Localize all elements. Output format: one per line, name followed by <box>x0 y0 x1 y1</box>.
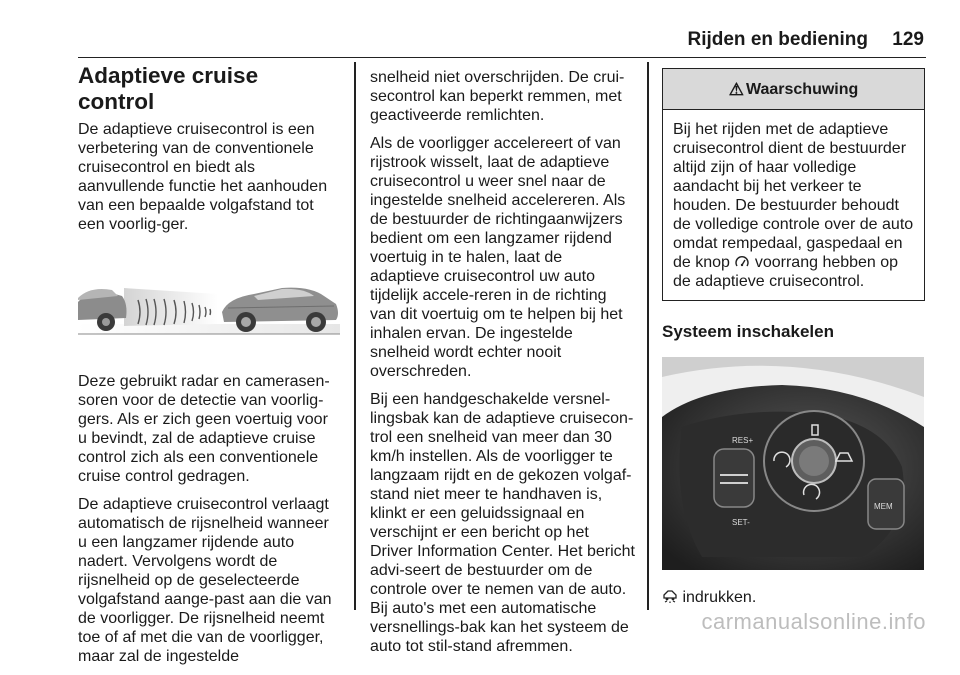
paragraph: De adaptieve cruisecontrol verlaagt automatisch de rijsnelheid wanneer u een langzamer rijdende auto nadert. Vervolgens wordt de rijsnelheid op de geselecteerde volgafstand aange-past aan die van de voorligger. De rijsnelheid neemt toe of af met die van de voorligger, maar zal de ingestelde <box>78 496 332 665</box>
adaptive-cruise-control-icon <box>662 590 678 604</box>
press-text: indrukken. <box>682 589 757 606</box>
paragraph: snelheid niet overschrijden. De crui-secontrol kan beperkt remmen, met geactiveerde remlichten. <box>370 69 625 124</box>
warning-header <box>663 69 924 110</box>
warning-text: Bij het rijden met de adaptieve cruisecontrol dient de bestuurder altijd zijn of haar volledige aandacht bij het verkeer te houden. De bestuurder behoudt de volledige controle over de auto omdat rempedaal, gaspedaal en de knop <box>673 121 914 271</box>
paragraph: De adaptieve cruisecontrol is een verbetering van de conventionele cruisecontrol en biedt als aanvullende functie het aanhouden van een bepaalde volgafstand tot een voorlig-ger. <box>78 121 328 233</box>
warning-box <box>662 68 925 301</box>
res-label: RES+ <box>732 436 754 445</box>
set-label: SET- <box>732 518 750 527</box>
warning-text: voorrang hebben op de adaptieve cruisecontrol. <box>673 254 899 290</box>
page-number: 129 <box>892 29 924 50</box>
warning-body <box>663 110 924 300</box>
page-header <box>78 24 926 58</box>
mem-label: MEM <box>874 502 893 511</box>
page-title: Adaptieve cruise control <box>78 63 259 114</box>
paragraph: Bij een handgeschakelde versnel-lingsbak kan de adaptieve cruisecon-trol een snelheid van meer dan 30 km/h instellen. Als de voorligger te langzaam rijdt en de gekozen volgaf-stand niet meer te handhaven is, klinkt er een geluidssignaal en verschijnt er een bericht op het Driver Information Center. Het bericht advi-seert de bestuurder om de controle over te nemen van de auto. Bij auto's met een automatische versnellings-bak kan het systeem de auto tot stil-stand afremmen. <box>370 391 635 655</box>
column-divider <box>647 62 649 610</box>
column-1 <box>78 63 340 675</box>
header-rule <box>78 57 926 59</box>
column-divider <box>354 62 356 610</box>
steering-wheel-controls-illustration <box>662 357 924 570</box>
cruise-control-icon <box>734 255 750 269</box>
press-instruction <box>662 588 924 607</box>
paragraph: Deze gebruikt radar en camerasen-soren voor de detectie van voorlig-gers. Als er zich geen voertuig voor u bevindt, zal de adaptieve cruise control zich als een conventionele cruise control gedragen. <box>78 373 330 485</box>
warning-title: Waarschuwing <box>745 80 859 98</box>
column-2 <box>370 68 635 665</box>
warning-triangle-icon: ⚠ <box>728 79 744 99</box>
watermark: carmanualsonline.info <box>701 609 926 634</box>
section-title: Rijden en bediening <box>687 29 868 50</box>
subheading: Systeem inschakelen <box>662 322 834 341</box>
column-3 <box>662 68 924 616</box>
paragraph: Als de voorligger accelereert of van rijstrook wisselt, laat de adaptieve cruisecontrol u weer snel naar de ingestelde snelheid accelereren. Als de bestuurder de richtingaanwijzers bedient om een langzamer rijdend voertuig in te halen, laat de adaptieve cruisecontrol uw auto tijdelijk accele-reren in de richting van dit voertuig om te helpen bij het inhalen ervan. De ingestelde snelheid wordt echter nooit overschreden. <box>370 135 626 380</box>
cars-radar-illustration <box>78 274 340 346</box>
adaptive-cruise-illustration <box>78 274 340 346</box>
steering-wheel-image <box>662 357 924 570</box>
